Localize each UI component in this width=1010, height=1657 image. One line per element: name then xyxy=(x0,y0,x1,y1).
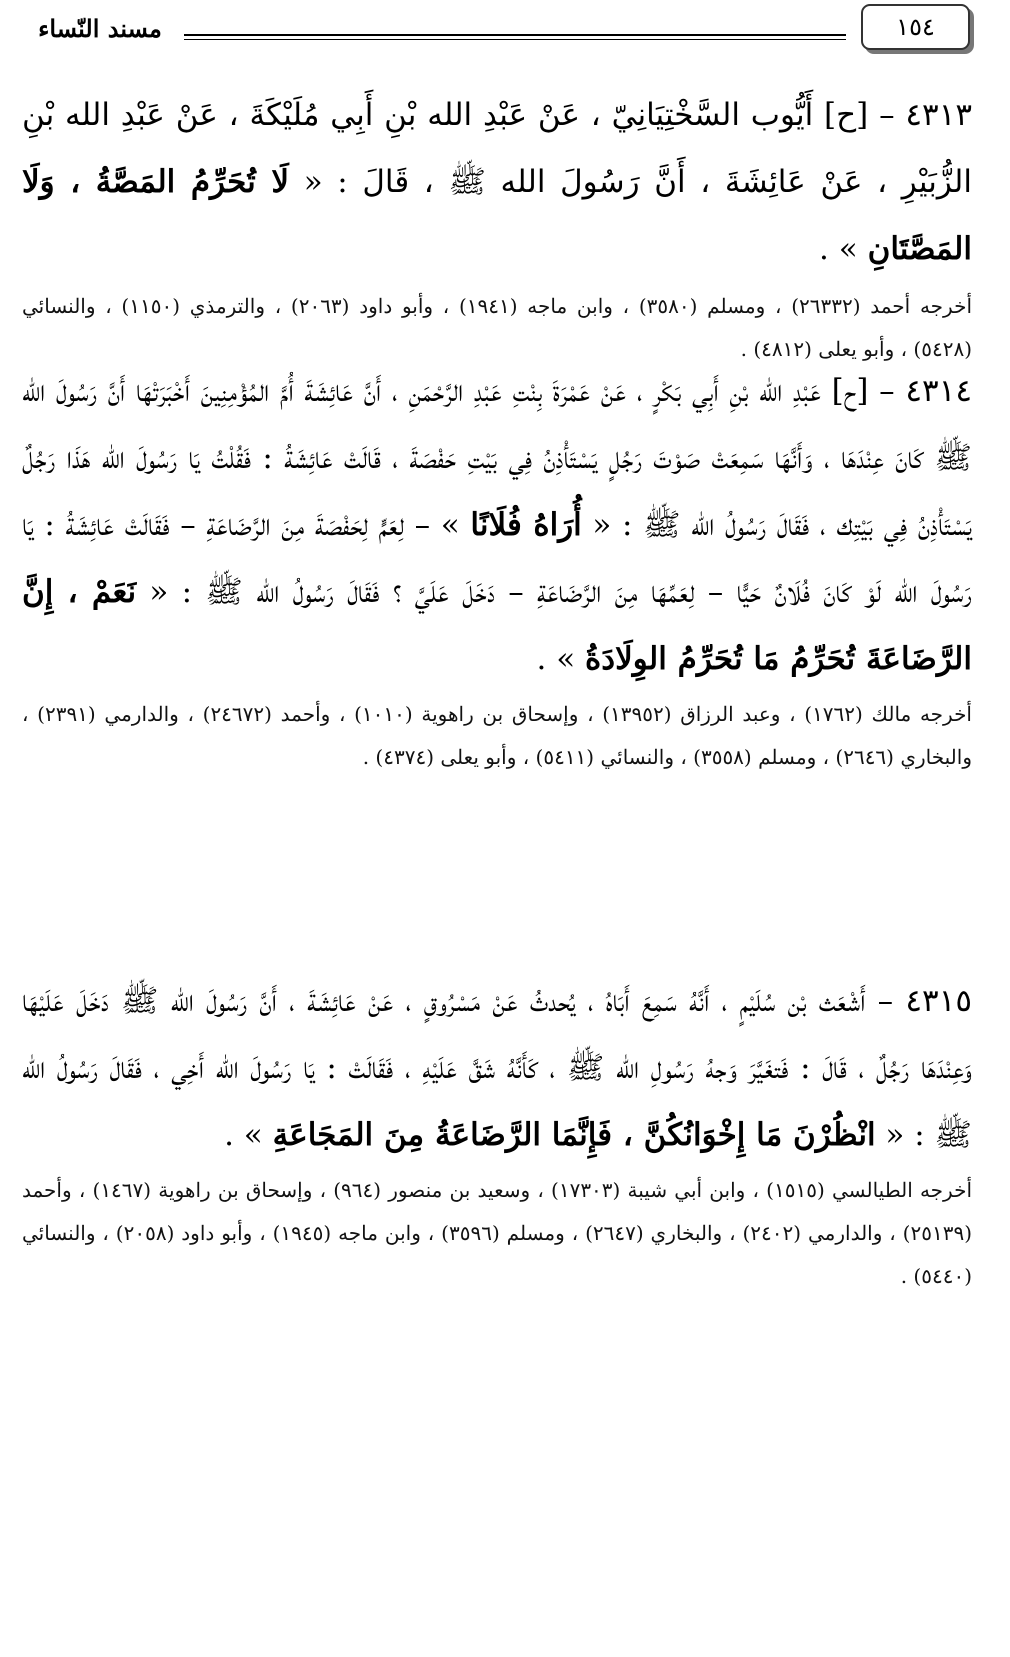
hadith-text xyxy=(22,968,972,1169)
prophetic-quote: لَا تُحَرِّمُ المَصَّةُ ، وَلَا المَصَّتَانِ xyxy=(22,164,972,267)
hadith-4313 xyxy=(22,82,972,371)
hadith-number: ٤٣١٣ – xyxy=(868,97,972,133)
prophetic-quote: انْظُرْنَ مَا إِخْوَانُكُنَّ ، فَإِنَّمَا الرَّضَاعَةُ مِنَ المَجَاعَةِ xyxy=(272,1117,876,1153)
hadith-closing: » . xyxy=(819,231,868,267)
hadith-4314 xyxy=(22,358,972,779)
page-number: ١٥٤ xyxy=(896,13,935,41)
hadith-closing: » . xyxy=(536,641,586,677)
takhrij-note: أخرجه الطيالسي (١٥١٥) ، وابن أبي شيبة (١٧٣٠٣) ، وسعيد بن منصور (٩٦٤) ، وإسحاق بن راهوية (١٤٦٧) ، وأحمد (٢٥١٣٩) ، والدارمي (٢٤٠٢) ، والبخاري (٢٦٤٧) ، ومسلم (٣٥٩٦) ، وابن ماجه (١٩٤٥) ، وأبو داود (٢٠٥٨) ، والنسائي (٥٤٤٠) . xyxy=(22,1178,972,1288)
takhrij-note: أخرجه مالك (١٧٦٢) ، وعبد الرزاق (١٣٩٥٢) ، وإسحاق بن راهوية (١٠١٠) ، وأحمد (٢٤٦٧٢) ، والدارمي (٢٣٩١) ، والبخاري (٢٦٤٦) ، ومسلم (٣٥٥٨) ، والنسائي (٥٤١١) ، وأبو يعلى (٤٣٧٤) . xyxy=(22,702,972,769)
prophetic-quote: نَعَمْ ، إِنَّ الرَّضَاعَةَ تُحَرِّمُ مَا تُحَرِّمُ الوِلَادَةُ xyxy=(22,574,972,677)
prophetic-quote: أُرَاهُ فُلَانًا xyxy=(470,507,582,543)
book-title: مسند النّساء xyxy=(38,14,162,43)
hadith-closing: » . xyxy=(224,1117,273,1153)
hadith-chain: [ح] عَبْدِ الله بْنِ أَبِي بَكْرٍ ، عَنْ عَمْرَةَ بِنْتِ عَبْدِ الرَّحْمَنِ ، أَنَّ عَائِشَةَ أُمَّ المُؤْمِنِينَ أَخْبَرَتْهَا أَنَّ رَسُولَ الله ﷺ كَانَ عِنْدَهَا ، وَأَنَّهَا سَمِعَتْ صَوْتَ رَجُلٍ يَسْتَأْذِنُ فِي بَيْتِ حَفْصَةَ ، قَالَتْ عَائِشَةُ : فَقُلْتُ يَا رَسُولَ الله هَذَا رَجُلٌ يَسْتَأْذِنُ فِي بَيْتِك ، فَقَالَ رَسُولُ الله ﷺ : « xyxy=(22,373,972,543)
hadith-4315 xyxy=(22,968,972,1298)
hadith-number: ٤٣١٥ – xyxy=(865,983,972,1019)
hadith-text xyxy=(22,358,972,693)
hadith-text xyxy=(22,82,972,283)
hadith-chain: [ح] أَيُّوب السَّخْتِيَانِيّ ، عَنْ عَبْدِ الله بْنِ أَبِي مُلَيْكَةَ ، عَنْ عَبْدِ الله بْنِ الزُّبَيْرِ ، عَنْ عَائِشَةَ ، أَنَّ رَسُولَ الله ﷺ ، قَالَ : « xyxy=(22,97,972,200)
header-rule xyxy=(184,34,846,40)
hadith-number: ٤٣١٤ – xyxy=(868,373,972,409)
page-number-box xyxy=(861,4,970,50)
hadith-narrative: » – لِعَمٍّ لِحَفْصَةَ مِنَ الرَّضَاعَةِ – فَقَالَتْ عَائِشَةُ : يَا رَسُولَ الله لَوْ كَانَ فُلَانٌ حَيًّا – لِعَمِّهَا مِنَ الرَّضَاعَةِ – دَخَلَ عَلَيَّ ؟ فَقَالَ رَسُولُ الله ﷺ : « xyxy=(22,507,972,610)
takhrij-note: أخرجه أحمد (٢٦٣٣٢) ، ومسلم (٣٥٨٠) ، وابن ماجه (١٩٤١) ، وأبو داود (٢٠٦٣) ، والترمذي (١١٥٠) ، والنسائي (٥٤٢٨) ، وأبو يعلى (٤٨١٢) . xyxy=(22,294,972,361)
hadith-chain: أَشْعَث بْن سُلَيْمٍ ، أَنَّهُ سَمِعَ أَبَاهُ ، يُحدثُ عَنْ مَسْرُوقٍ ، عَنْ عَائِشَةَ ، أَنَّ رَسُولَ الله ﷺ دَخَلَ عَلَيْهَا وَعِنْدَهَا رَجُلٌ ، قَالَ : فَتغَيَّرَ وَجهُ رَسُولِ الله ﷺ ، كَأَنَّهُ شَقَّ عَلَيْهِ ، فَقَالَتْ : يَا رَسُولَ الله أَخِي ، فَقَالَ رَسُولُ الله ﷺ : « xyxy=(22,983,972,1153)
